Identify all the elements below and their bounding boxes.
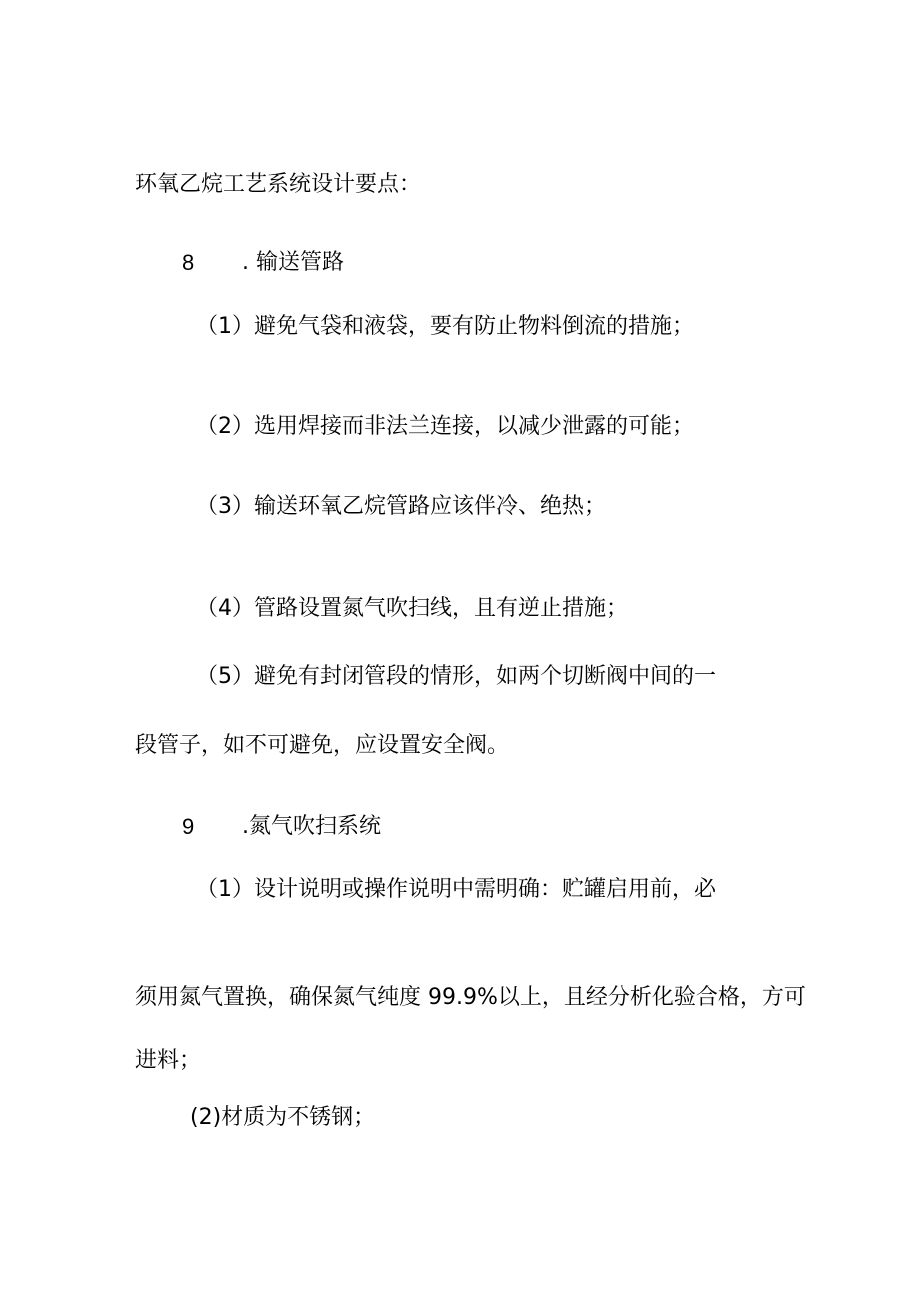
section-9-item-2: (2)材质为不锈钢； [190,1105,376,1130]
section-8-item-4: （4）管路设置氮气吹扫线，且有逆止措施； [196,596,628,621]
section-9-item-1-line-2: 须用氮气置换，确保氮气纯度 99.9%以上，且经分析化验合格，方可 [135,985,806,1010]
section-9-item-1-line-3: 进料； [135,1048,202,1073]
section-8-item-1: （1）避免气袋和液袋，要有防止物料倒流的措施； [196,314,694,339]
section-9-item-1-line-1: （1）设计说明或操作说明中需明确：贮罐启用前，必 [196,877,716,902]
section-9-heading: .氮气吹扫系统 [242,814,381,839]
section-8-item-5-line-1: （5）避免有封闭管段的情形，如两个切断阀中间的一 [196,664,716,689]
document-title: 环氧乙烷工艺系统设计要点： [135,172,422,197]
section-8-item-2: （2）选用焊接而非法兰连接，以减少泄露的可能； [196,414,694,439]
section-8-item-3: （3）输送环氧乙烷管路应该伴冷、绝热； [196,494,606,519]
section-8-number: 8 [182,250,195,275]
section-8-item-5-line-2: 段管子，如不可避免，应设置安全阀。 [135,733,510,758]
section-8-heading: . 输送管路 [242,250,344,275]
section-9-number: 9 [182,814,195,839]
